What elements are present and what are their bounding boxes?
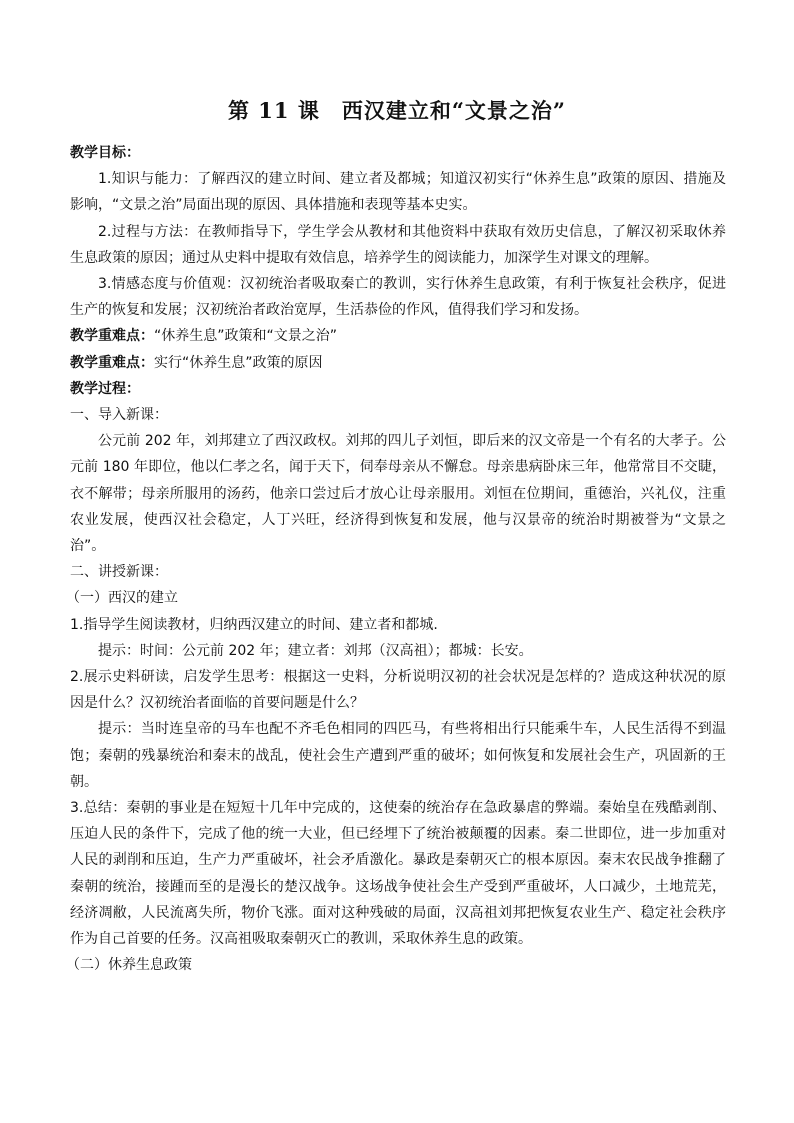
objective-1: 1.知识与能力：了解西汉的建立时间、建立者及都城；知道汉初实行“休养生息”政策的原因、措施及影响，“文景之治”局面出现的原因、具体措施和表现等基本史实。 [70, 171, 726, 214]
item-1: 1.指导学生阅读教材，归纳西汉建立的时间、建立者和都城. [70, 616, 438, 633]
objective-3: 3.情感态度与价值观：汉初统治者吸取秦亡的教训，实行休养生息政策，有利于恢复社会秩序，促进生产的恢复和发展；汉初统治者政治宽厚，生活恭俭的作风，值得我们学习和发扬。 [70, 276, 726, 319]
part-2-heading: 二、讲授新课： [70, 564, 168, 581]
lesson-content [66, 140, 726, 979]
intro-paragraph: 公元前 202 年，刘邦建立了西汉政权。刘邦的四儿子刘恒，即后来的汉文帝是一个有名的大孝子。公元前 180 年即位，他以仁孝之名，闻于天下，伺奉母亲从不懈怠。母亲患病卧床三年，他常常目不交睫，衣不解带；母亲所服用的汤药，他亲口尝过后才放心让母亲服用。刘恒在位期间，重德治，兴礼仪，注重农业发展，使西汉社会稳定，人丁兴旺，经济得到恢复和发展，他与汉景帝的统治时期被誉为“文景之治”。 [70, 433, 726, 555]
item-2: 2.展示史料研读，启发学生思考：根据这一史料，分析说明汉初的社会状况是怎样的？造成这种状况的原因是什么？汉初统治者面临的首要问题是什么？ [70, 669, 726, 712]
item-3: 3.总结：秦朝的事业是在短短十几年中完成的，这使秦的统治存在急政暴虐的弊端。秦始皇在残酷剥削、压迫人民的条件下，完成了他的统一大业，但已经埋下了统治被颠覆的因素。秦二世即位，进一步加重对人民的剥削和压迫，生产力严重破坏，社会矛盾激化。暴政是秦朝灭亡的根本原因。秦末农民战争推翻了秦朝的统治，接踵而至的是漫长的楚汉战争。这场战争使社会生产受到严重破坏，人口减少，土地荒芜，经济凋敝，人民流离失所，物价飞涨。面对这种残破的局面，汉高祖刘邦把恢复农业生产、稳定社会秩序作为自己首要的任务。汉高祖吸取秦朝灭亡的教训，采取休养生息的政策。 [70, 800, 726, 948]
key-points [70, 323, 726, 349]
objective-2: 2.过程与方法：在教师指导下，学生学会从教材和其他资料中获取有效历史信息，了解汉初采取休养生息政策的原因；通过从史料中提取有效信息，培养学生的阅读能力，加深学生对课文的理解。 [70, 223, 726, 266]
section-1-heading: （一）西汉的建立 [66, 590, 178, 607]
difficult-points-label: 教学重难点： [70, 354, 154, 371]
hint-2: 提示：当时连皇帝的马车也配不齐毛色相同的四匹马，有些将相出行只能乘牛车，人民生活得不到温饱；秦朝的残暴统治和秦末的战乱，使社会生产遭到严重的破坏；如何恢复和发展社会生产，巩固新的王朝。 [70, 721, 726, 790]
part-1-heading: 一、导入新课： [70, 407, 168, 424]
key-points-text: “休养生息”政策和“文景之治” [154, 328, 338, 345]
key-points-label: 教学重难点： [70, 328, 154, 345]
hint-1: 提示：时间：公元前 202 年；建立者：刘邦（汉高祖）；都城：长安。 [98, 642, 533, 659]
process-heading: 教学过程： [70, 380, 140, 397]
difficult-points-text: 实行“休养生息”政策的原因 [154, 354, 323, 371]
lesson-title: 第 11 课 西汉建立和“文景之治” [227, 98, 566, 123]
section-2-heading: （二）休养生息政策 [66, 957, 192, 974]
difficult-points [70, 350, 726, 376]
objectives-heading: 教学目标： [70, 145, 140, 161]
